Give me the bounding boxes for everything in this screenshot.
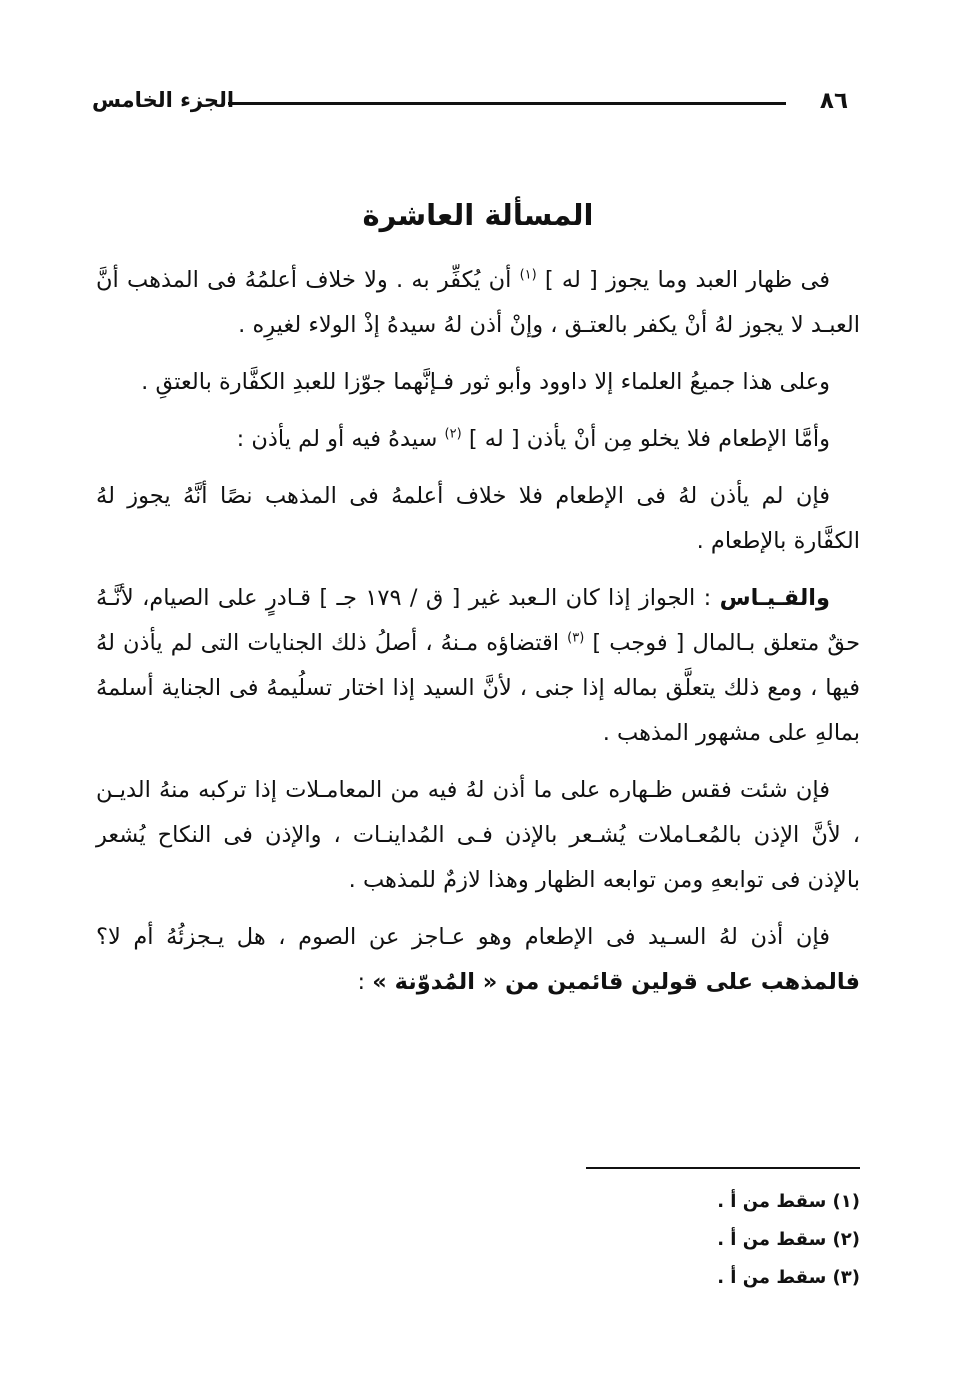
paragraph-1-text-a: فى ظهار العبد وما يجوز [ له ] [536, 267, 831, 293]
paragraph-3-text-b: سيدهُ فيه أو لم يأذن : [236, 426, 445, 452]
header-rule [228, 102, 786, 105]
running-header [92, 88, 848, 118]
paragraph-7 [96, 915, 860, 1005]
body-text [96, 258, 860, 1017]
page-number: ٨٦ [819, 88, 848, 114]
paragraph-7-text-b: : [357, 969, 373, 995]
paragraph-6: فإن شئت فقس ظـهاره على ما أذن لهُ فيه من المعامـلات إذا تركبه منهُ الديـن ، لأنَّ الإذن بالمُعـاملات يُشـعر بالإذن فـى المُداينـات ، والإذن فى النكاح يُشعر بالإذن فى توابعهِ ومن توابعه الظهار وهذا لازمٌ للمذهب . [96, 777, 860, 893]
footnote-marker-3: (٣) [567, 630, 585, 646]
paragraph-7-text-a: فإن أذن لهُ السـيد فى الإطعام وهو عـاجز عن الصوم ، هل يـجزئُهُ أم لا؟ [96, 924, 830, 950]
paragraph-1-text-b: أن يُكفِّر به . ولا خلاف أعلمُهُ فى المذهب أنَّ العبـد لا يجوز لهُ أنْ يكفر بالعتـق ، وإنْ أذن لهُ سيدهُ إذْ الولاء لغيرِه . [96, 267, 860, 338]
footnote-marker-1: (١) [519, 267, 537, 283]
footnote-rule [586, 1167, 860, 1169]
running-title: الجزء الخامس [92, 88, 235, 112]
footnote-3: (٣) سقط من أ . [717, 1267, 860, 1288]
paragraph-2: وعلى هذا جميعُ العلماء إلا داوود وأبو ثور فـإنَّهما جوّزا للعبدِ الكفَّارة بالعتقِ . [141, 369, 830, 395]
footnote-1: (١) سقط من أ . [717, 1191, 860, 1212]
paragraph-1 [96, 258, 860, 348]
paragraph-3-text-a: وأمَّا الإطعام فلا يخلو مِن أنْ يأذن [ له ] [461, 426, 830, 452]
paragraph-5-lead: والقـيـاس [719, 585, 830, 611]
paragraph-5-text-b: اقتضاؤه مـنهُ ، أصلُ ذلك الجنايات التى لم يأذن لهُ فيها ، ومع ذلك يتعلَّق بماله إذا جنى ، لأنَّ السيد إذا اختار تسلُيمهُ فى الجناية أسلمهُ بمالهِ على مشهور المذهب . [96, 630, 860, 746]
paragraph-5-text-a: : الجواز إذا كان الـعبد غير [ ق / ١٧٩ جـ ] قـادرٍ على الصيام، لأنَّـهُ حقٌ متعلق بـالمال [ فوجب ] [96, 585, 860, 656]
paragraph-3 [96, 417, 860, 462]
footnotes [460, 1183, 860, 1297]
footnote-marker-2: (٢) [444, 426, 462, 442]
paragraph-4: فإن لم يأذن لهُ فى الإطعام فلا خلاف أعلمهُ فى المذهب نصًا أنَّهُ يجوز لهُ الكفَّارة بالإطعام . [96, 483, 860, 554]
paragraph-5 [96, 576, 860, 756]
footnote-2: (٢) سقط من أ . [717, 1229, 860, 1250]
section-title: المسألة العاشرة [362, 198, 594, 232]
paragraph-7-emphasis: فالمذهب على قولين قائمين من « المُدوّنة » [372, 969, 860, 995]
